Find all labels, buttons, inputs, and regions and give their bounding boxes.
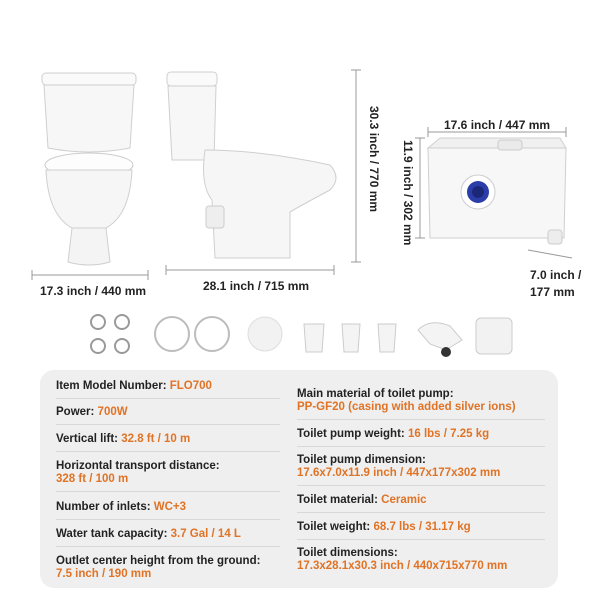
toilet-depth-label: 28.1 inch / 715 mm [203,279,310,293]
toilet-height-label: 30.3 inch / 770 mm [367,106,381,213]
accessories-image [91,315,512,357]
spec-panel [40,370,558,588]
pump-depth-label-2: 177 mm [530,285,575,299]
toilet-side-image [167,72,336,258]
toilet-front-image [42,73,136,265]
toilet-width-label: 17.3 inch / 440 mm [40,284,147,298]
pump-height-label: 11.9 inch / 302 mm [401,140,415,246]
macerator-pump-image [428,138,566,244]
spec-toilet-weight: Toilet weight: 68.7 lbs / 31.17 kg [297,521,471,533]
pump-depth-label-1: 7.0 inch / [530,268,582,282]
spec-vertical-lift: Vertical lift: 32.8 ft / 10 m [56,433,191,445]
spec-inlets: Number of inlets: WC+3 [56,501,187,513]
spec-power: Power: 700W [56,406,128,418]
spec-tank-capacity: Water tank capacity: 3.7 Gal / 14 L [56,528,241,540]
pump-width-label: 17.6 inch / 447 mm [444,118,551,132]
spec-toilet-dimensions: Toilet dimensions: 17.3x28.1x30.3 inch / 440x715x770 mm [297,547,508,572]
spec-pump-dimension: Toilet pump dimension: 17.6x7.0x11.9 inch / 447x177x302 mm [297,454,501,479]
spec-outlet-height: Outlet center height from the ground: 7.5 inch / 190 mm [56,555,261,580]
spec-pump-material: Main material of toilet pump: PP-GF20 (casing with added silver ions) [297,388,516,413]
spec-horizontal-distance: Horizontal transport distance: 328 ft / 100 m [56,460,220,485]
spec-model: Item Model Number: FLO700 [56,380,212,392]
spec-toilet-material: Toilet material: Ceramic [297,494,427,506]
spec-pump-weight: Toilet pump weight: 16 lbs / 7.25 kg [297,428,490,440]
